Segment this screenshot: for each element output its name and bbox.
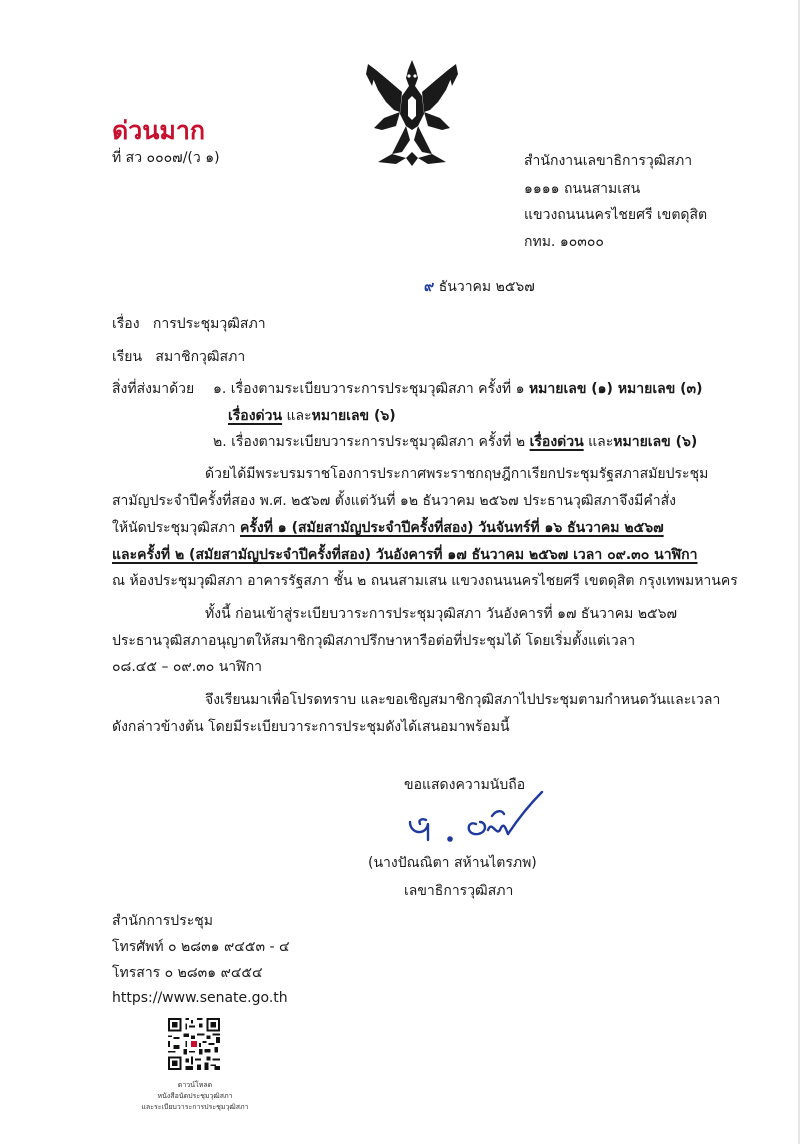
letter-date	[424, 276, 535, 298]
body-line: ประธานวุฒิสภาอนุญาตให้สมาชิกวุฒิสภาปรึกษาหารือต่อที่ประชุมได้ โดยเริ่มตั้งแต่เวลา	[112, 633, 636, 649]
enclosure-text: ๑. เรื่องตามระเบียบวาระการประชุมวุฒิสภา ครั้งที่ ๑	[213, 381, 529, 397]
qr-caption-line: และระเบียบวาระการประชุมวุฒิสภา	[141, 1103, 249, 1111]
document-number: ที่ สว ๐๐๐๗/(ว ๑)	[112, 150, 220, 166]
handwritten-signature	[396, 790, 556, 850]
enclosure-text: และ	[282, 408, 312, 424]
signer-name: (นางปัณณิตา สห้านไตรภพ)	[368, 855, 537, 871]
enclosure-item-1-cont	[228, 405, 396, 427]
urgency-label: ด่วนมาก	[112, 116, 206, 145]
body-line: ๐๘.๔๕ – ๐๙.๓๐ นาฬิกา	[112, 659, 263, 675]
enclosure-item-2	[213, 431, 697, 453]
office-address-line: กทม. ๑๐๓๐๐	[524, 234, 604, 250]
recipient-line: เรียน สมาชิกวุฒิสภา	[112, 349, 246, 365]
body-line: ด้วยได้มีพระบรมราชโองการประกาศพระราชกฤษฎีกาเรียกประชุมรัฐสภาสมัยประชุม	[205, 466, 709, 482]
body-line: ดังกล่าวข้างต้น โดยมีระเบียบวาระการประชุมดังได้เสนอมาพร้อมนี้	[112, 719, 510, 735]
body-text: ให้นัดประชุมวุฒิสภา	[112, 520, 240, 536]
urgent-matter-label: เรื่องด่วน	[529, 434, 584, 450]
subject-line: เรื่อง การประชุมวุฒิสภา	[112, 316, 266, 332]
office-address-line: ๑๑๑๑ ถนนสามเสน	[524, 181, 641, 197]
meeting-session-1: ครั้งที่ ๑ (สมัยสามัญประจำปีครั้งที่สอง) วันจันทร์ที่ ๑๖ ธันวาคม ๒๕๖๗	[239, 520, 664, 536]
garuda-emblem-icon	[362, 56, 462, 168]
enclosure-numbers: หมายเลข (๑) หมายเลข (๓)	[528, 381, 703, 397]
date-day: ๙	[424, 279, 435, 295]
contact-fax: โทรสาร ๐ ๒๘๓๑ ๙๔๕๔	[112, 965, 263, 981]
body-line: จึงเรียนมาเพื่อโปรดทราบ และขอเชิญสมาชิกวุฒิสภาไปประชุมตามกำหนดวันและเวลา	[205, 692, 721, 708]
contact-department: สำนักการประชุม	[112, 913, 213, 929]
signer-title: เลขาธิการวุฒิสภา	[404, 883, 514, 899]
enclosure-numbers: หมายเลข (๖)	[613, 434, 698, 450]
date-month-year: ธันวาคม ๒๕๖๗	[438, 279, 535, 295]
body-line: ณ ห้องประชุมวุฒิสภา อาคารรัฐสภา ชั้น ๒ ถนนสามเสน แขวงถนนนครไชยศรี เขตดุสิต กรุงเทพมหานคร	[112, 573, 738, 589]
contact-website: https://www.senate.go.th	[112, 990, 288, 1006]
meeting-session-2: และครั้งที่ ๒ (สมัยสามัญประจำปีครั้งที่สอง) วันอังคารที่ ๑๗ ธันวาคม ๒๕๖๗ เวลา ๐๙.๓๐ นาฬิกา	[112, 547, 698, 563]
qr-caption-line: หนังสือนัดประชุมวุฒิสภา	[157, 1092, 233, 1100]
enclosure-text: และ	[583, 434, 614, 450]
body-line: ทั้งนี้ ก่อนเข้าสู่ระเบียบวาระการประชุมวุฒิสภา วันอังคารที่ ๑๗ ธันวาคม ๒๕๖๗	[205, 606, 678, 622]
body-line: สามัญประจำปีครั้งที่สอง พ.ศ. ๒๕๖๗ ตั้งแต่วันที่ ๑๒ ธันวาคม ๒๕๖๗ ประธานวุฒิสภาจึงมีคำสั่ง	[112, 493, 676, 509]
enclosure-numbers: หมายเลข (๖)	[311, 408, 396, 424]
qr-code-icon	[166, 1016, 222, 1072]
contact-phone: โทรศัพท์ ๐ ๒๘๓๑ ๙๔๕๓ - ๔	[112, 939, 290, 955]
closing-salutation: ขอแสดงความนับถือ	[404, 777, 526, 793]
enclosure-text: ๒. เรื่องตามระเบียบวาระการประชุมวุฒิสภา ครั้งที่ ๒	[213, 434, 530, 450]
enclosure-item-1	[213, 378, 703, 400]
enclosure-label: สิ่งที่ส่งมาด้วย	[112, 381, 195, 397]
urgent-matter-label: เรื่องด่วน	[228, 408, 283, 424]
qr-caption	[110, 1080, 280, 1113]
office-address-line: สำนักงานเลขาธิการวุฒิสภา	[524, 153, 693, 169]
qr-caption-line: ดาวน์โหลด	[177, 1081, 213, 1089]
office-address-line: แขวงถนนนครไชยศรี เขตดุสิต	[524, 207, 708, 223]
body-line	[112, 517, 664, 539]
